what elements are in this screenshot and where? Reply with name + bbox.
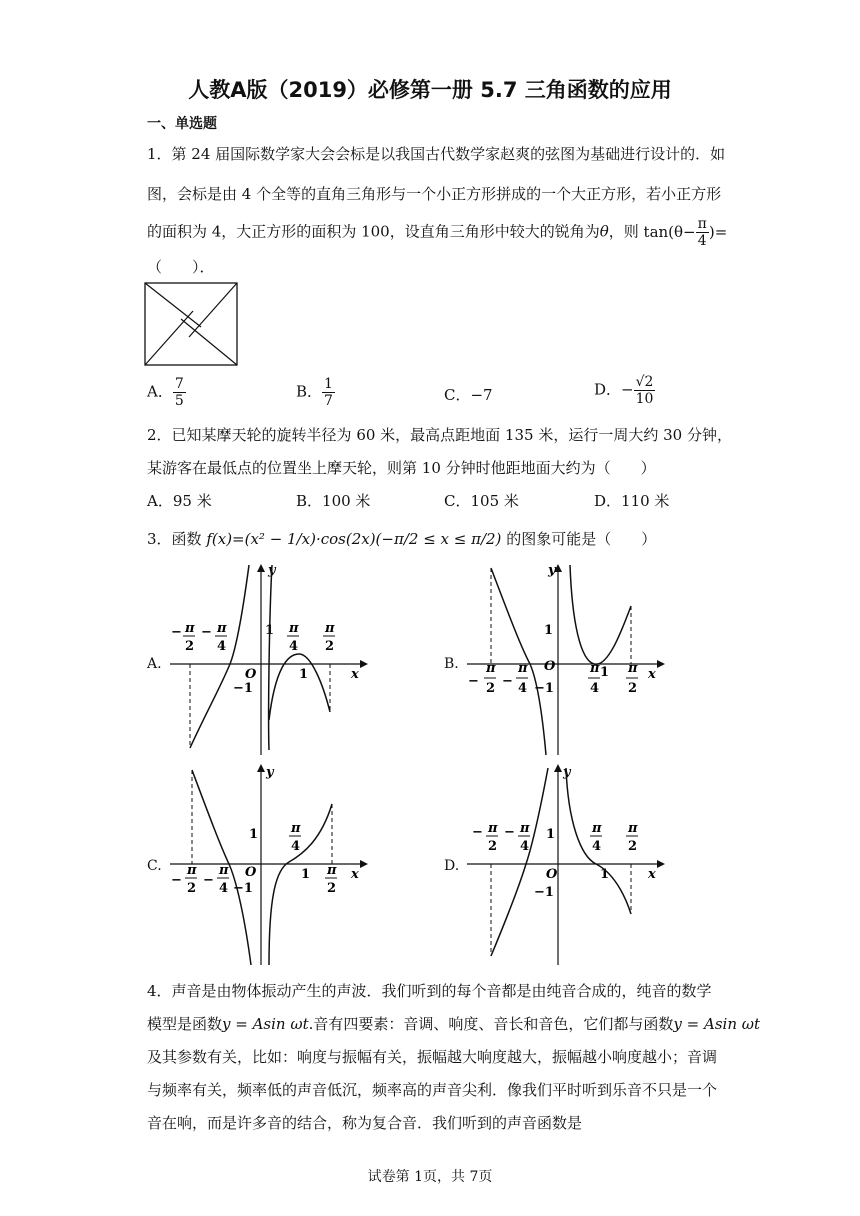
q1-line-3 xyxy=(147,216,727,249)
two: 2 xyxy=(628,681,638,696)
tick-pi-2 xyxy=(323,621,335,654)
tick-neg-pi-4 xyxy=(201,621,227,654)
graph-c[interactable] xyxy=(165,760,375,970)
frac-num: √2 xyxy=(635,374,654,390)
tick-neg-pi-4 xyxy=(203,863,229,896)
two: 2 xyxy=(327,881,337,896)
minus: − xyxy=(203,873,214,888)
graph-b[interactable] xyxy=(462,560,672,760)
q3-stem xyxy=(147,528,656,549)
tick-neg-pi-4 xyxy=(502,661,528,696)
y-tick-one: 1 xyxy=(544,623,554,638)
tick-neg-pi-4 xyxy=(504,821,530,854)
q2-option-b[interactable]: B．100 米 xyxy=(296,492,371,510)
q1-option-b[interactable] xyxy=(296,376,335,409)
pi: π xyxy=(518,661,528,676)
q4-line-2 xyxy=(147,1013,760,1034)
x-axis-arrow xyxy=(360,660,368,668)
y-axis-arrow xyxy=(257,564,265,572)
q3-prefix: 3．函数 xyxy=(147,530,202,548)
x-tick-one: 1 xyxy=(301,867,311,882)
origin-label: O xyxy=(245,667,257,682)
tick-neg-pi-2 xyxy=(171,621,195,654)
two: 2 xyxy=(185,639,195,654)
curve-right xyxy=(269,565,330,750)
pi: π xyxy=(520,821,530,836)
page-footer: 试卷第 1页，共 7页 xyxy=(367,1169,493,1185)
four: 4 xyxy=(520,839,530,854)
q4-line-1: 4．声音是由物体振动产生的声波．我们听到的每个音都是由纯音合成的，纯音的数学 xyxy=(147,982,712,1000)
q4-line-2-pre: 模型是函数 xyxy=(147,1015,223,1033)
x-tick-one: 1 xyxy=(600,867,610,882)
tick-pi-4 xyxy=(287,621,299,654)
q2-line-2: 某游客在最低点的位置坐上摩天轮，则第 10 分钟时他距地面大约为（ ） xyxy=(147,459,656,477)
q1-line-2: 图，会标是由 4 个全等的直角三角形与一个小正方形拼成的一个大正方形，若小正方形 xyxy=(147,185,722,203)
q4-line-2-post: .音有四要素：音调、响度、音长和音色，它们都与函数 xyxy=(308,1015,674,1033)
pi: π xyxy=(289,621,299,636)
q1-option-c[interactable] xyxy=(444,384,493,405)
y-tick-neg-one: −1 xyxy=(534,885,554,900)
frac-den: 7 xyxy=(324,393,333,409)
pi: π xyxy=(219,863,229,878)
two: 2 xyxy=(628,839,638,854)
option-text: −7 xyxy=(470,386,493,404)
four: 4 xyxy=(592,839,602,854)
x-axis-label: x xyxy=(351,667,359,682)
origin-label: O xyxy=(546,867,558,882)
two: 2 xyxy=(486,681,496,696)
y-tick-one: 1 xyxy=(546,827,556,842)
minus: − xyxy=(502,674,513,689)
option-fraction xyxy=(173,376,186,409)
tan-expression xyxy=(643,216,728,249)
two: 2 xyxy=(488,839,498,854)
origin-label: O xyxy=(245,865,257,880)
option-fraction xyxy=(634,374,656,407)
q1-option-d[interactable] xyxy=(594,374,655,407)
tick-neg-pi-2 xyxy=(472,821,498,854)
option-sign: − xyxy=(621,380,634,399)
tick-neg-pi-2 xyxy=(171,863,197,896)
y-tick-neg-one: −1 xyxy=(233,881,253,896)
minus: − xyxy=(171,873,182,888)
pi: π xyxy=(291,821,301,836)
two: 2 xyxy=(325,639,335,654)
y-tick-one: 1 xyxy=(265,623,275,638)
graph-label-a[interactable]: A. xyxy=(147,656,162,672)
minus: − xyxy=(468,674,479,689)
x-axis-label: x xyxy=(648,667,656,682)
option-letter: A． xyxy=(147,382,173,401)
frac-den: 5 xyxy=(174,393,184,409)
pi-over-4 xyxy=(696,216,709,249)
frac-num: 7 xyxy=(174,376,184,392)
curve-right xyxy=(570,565,631,664)
graph-a[interactable] xyxy=(165,560,375,760)
four: 4 xyxy=(518,681,528,696)
tan-prefix: tan(θ− xyxy=(643,222,696,241)
tick-pi-2 xyxy=(626,661,638,696)
q3-suffix: 的图象可能是（ ） xyxy=(506,530,657,548)
tick-pi-4 xyxy=(289,821,301,854)
page-title: 人教A版（2019）必修第一册 5.7 三角函数的应用 xyxy=(188,78,672,102)
tan-num: π xyxy=(697,216,707,232)
q1-line-4: （ ）． xyxy=(147,258,215,276)
origin-label: O xyxy=(544,659,556,674)
minus: − xyxy=(201,625,212,640)
tan-den: 4 xyxy=(697,233,707,249)
y-axis-label: y xyxy=(266,765,274,780)
tick-pi-4 xyxy=(588,661,600,696)
x-axis-arrow xyxy=(657,860,665,868)
four: 4 xyxy=(217,639,227,654)
y-tick-one: 1 xyxy=(249,827,259,842)
q1-line-1: 1．第 24 届国际数学家大会会标是以我国古代数学家赵爽的弦图为基础进行设计的．如 xyxy=(147,145,726,163)
q2-option-d[interactable]: D．110 米 xyxy=(594,492,670,510)
minus: − xyxy=(171,625,182,640)
x-axis-label: x xyxy=(648,867,656,882)
four: 4 xyxy=(219,881,229,896)
pi: π xyxy=(628,661,638,676)
two: 2 xyxy=(187,881,197,896)
section-heading: 一、单选题 xyxy=(147,116,217,132)
q4-line-3: 及其参数有关，比如：响度与振幅有关，振幅越大响度越大，振幅越小响度越小；音调 xyxy=(147,1048,718,1066)
frac-num: 1 xyxy=(324,376,333,392)
four: 4 xyxy=(590,681,600,696)
q4-model-formula-2: y = Asin ωt xyxy=(673,1015,761,1033)
q1-line-3-text: 的面积为 4，大正方形的面积为 100，设直角三角形中较大的锐角为 xyxy=(147,222,600,241)
curve-left xyxy=(491,768,548,956)
q2-line-1: 2．已知某摩天轮的旋转半径为 60 米，最高点距地面 135 米，运行一周大约 30 分钟， xyxy=(147,426,732,444)
pi: π xyxy=(185,621,195,636)
q4-model-formula: y = Asin ωt xyxy=(222,1015,309,1033)
frac-den: 10 xyxy=(635,391,654,407)
four: 4 xyxy=(291,839,301,854)
pi: π xyxy=(592,821,602,836)
pi: π xyxy=(486,661,496,676)
y-axis-label: y xyxy=(563,765,571,780)
tick-pi-4 xyxy=(590,821,602,854)
pi: π xyxy=(628,821,638,836)
q3-function: f(x)=(x² − 1/x)·cos(2x)(−π/2 ≤ x ≤ π/2) xyxy=(206,530,502,548)
option-fraction xyxy=(322,376,335,409)
option-letter: C． xyxy=(444,386,471,404)
q2-option-a[interactable]: A．95 米 xyxy=(147,492,212,510)
x-axis-label: x xyxy=(351,867,359,882)
pinwheel-figure xyxy=(143,281,239,367)
option-letter: D． xyxy=(594,380,622,399)
tick-pi-2 xyxy=(626,821,638,854)
q1-option-a[interactable] xyxy=(147,376,186,409)
minus: − xyxy=(504,825,515,840)
minus: − xyxy=(472,825,483,840)
graph-label-c[interactable]: C. xyxy=(147,858,162,874)
q2-option-c[interactable]: C．105 米 xyxy=(444,492,519,510)
y-axis-arrow xyxy=(257,764,265,772)
graph-label-d[interactable]: D. xyxy=(444,858,460,874)
q4-line-5: 音在响，而是许多音的结合，称为复合音．我们听到的声音函数是 xyxy=(147,1114,583,1132)
option-letter: B． xyxy=(296,382,323,401)
graph-d[interactable] xyxy=(462,760,672,970)
y-tick-neg-one: −1 xyxy=(534,681,554,696)
x-tick-one: 1 xyxy=(299,667,309,682)
x-axis-arrow xyxy=(657,660,665,668)
q4-line-4: 与频率有关，频率低的声音低沉，频率高的声音尖利．像我们平时听到乐音不只是一个 xyxy=(147,1081,718,1099)
curve-left xyxy=(190,565,249,748)
q1-line-3-mid: ，则 xyxy=(608,222,639,241)
y-axis-label: y xyxy=(548,563,556,578)
pi: π xyxy=(590,661,600,676)
x-tick-one: 1 xyxy=(600,665,610,680)
tick-pi-2 xyxy=(325,863,337,896)
pi: π xyxy=(488,821,498,836)
theta-symbol: θ xyxy=(599,222,609,241)
pi: π xyxy=(327,863,337,878)
pi: π xyxy=(325,621,335,636)
tan-suffix: )= xyxy=(708,222,728,241)
tick-neg-pi-2 xyxy=(468,661,496,696)
four: 4 xyxy=(289,639,299,654)
y-axis-arrow xyxy=(554,764,562,772)
pi: π xyxy=(217,621,227,636)
pi: π xyxy=(187,863,197,878)
y-tick-neg-one: −1 xyxy=(233,681,253,696)
graph-label-b[interactable]: B. xyxy=(444,656,459,672)
x-axis-arrow xyxy=(360,860,368,868)
y-axis-label: y xyxy=(268,563,276,578)
